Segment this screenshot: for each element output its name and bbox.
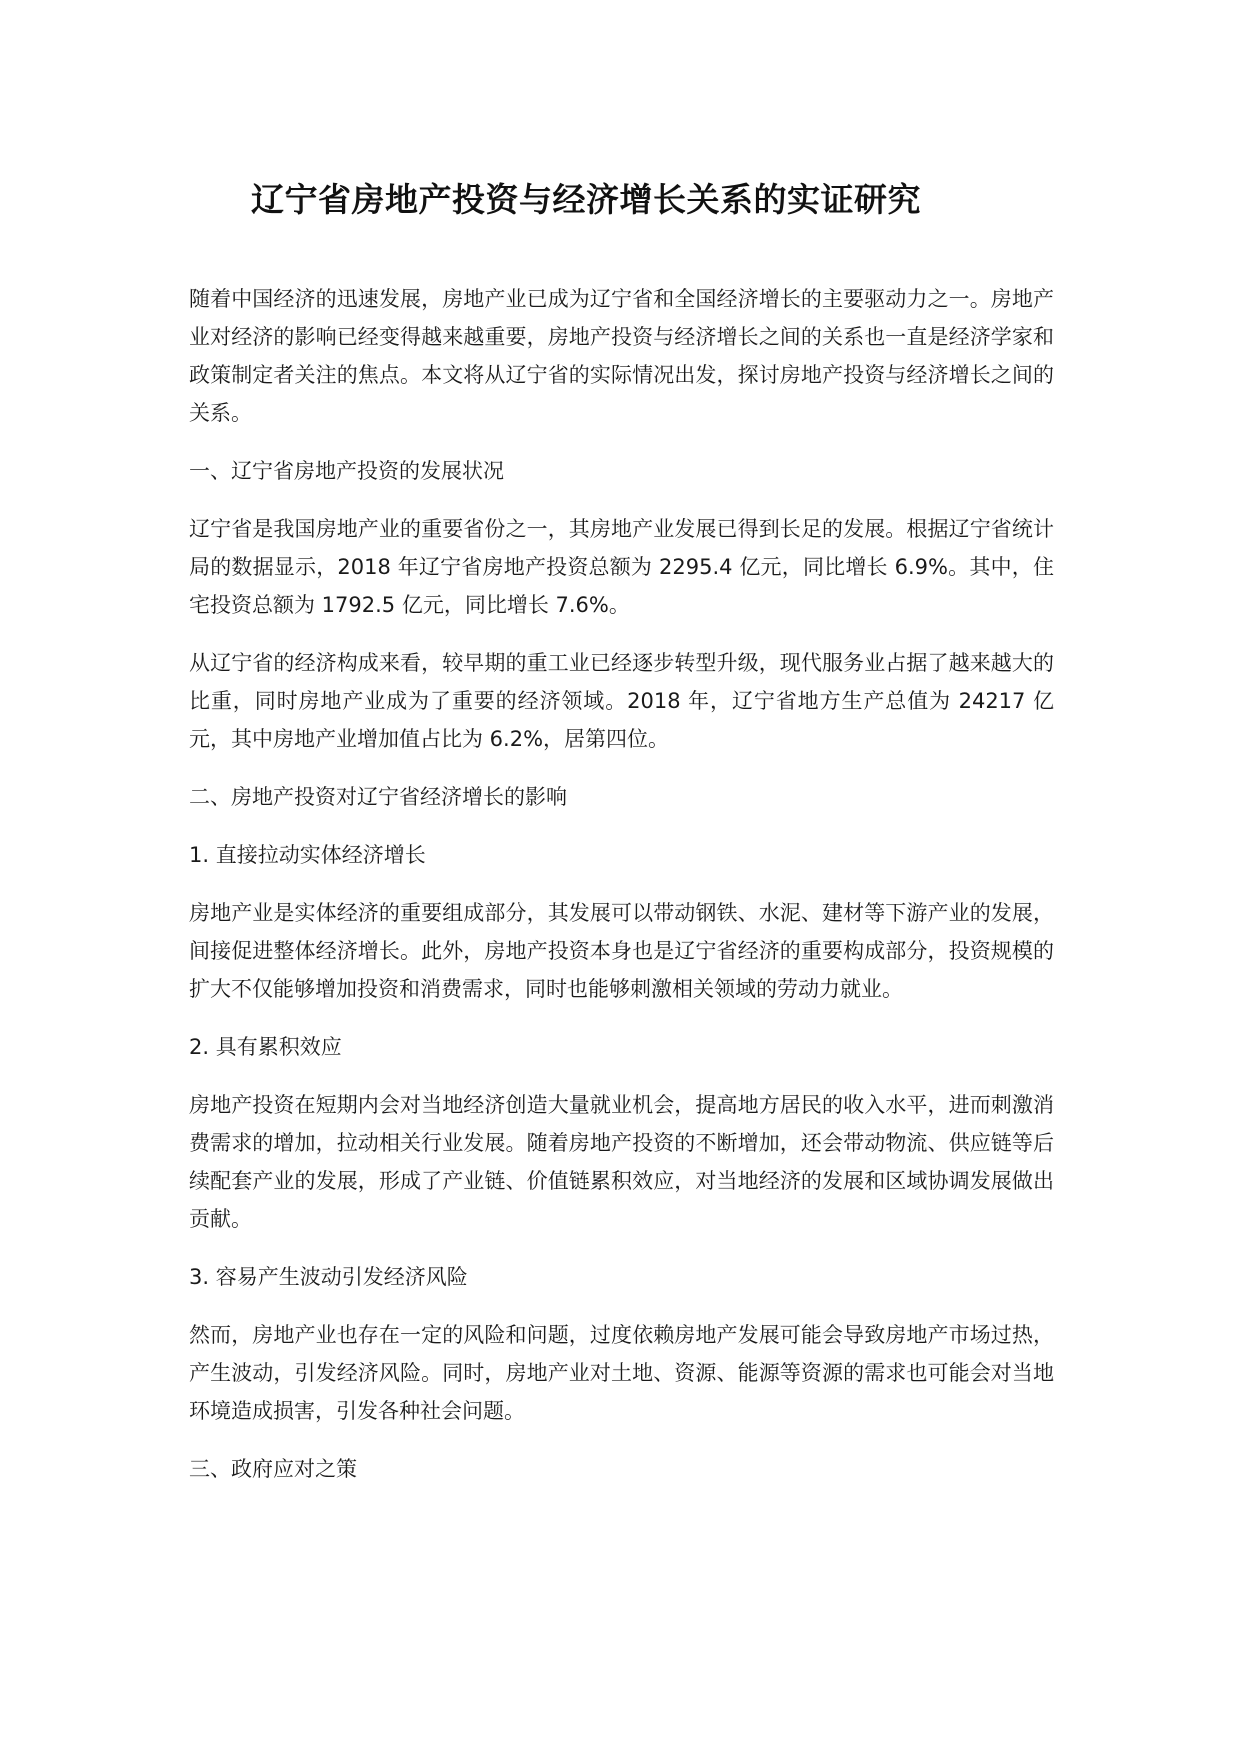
subsection-paragraph-2: 房地产投资在短期内会对当地经济创造大量就业机会，提高地方居民的收入水平，进而刺激消费需求的增加，拉动相关行业发展。随着房地产投资的不断增加，还会带动物流、供应链等后续配套产业的发展，形成了产业链、价值链累积效应，对当地经济的发展和区域协调发展做出贡献。	[189, 1093, 1054, 1231]
subsection-paragraph-3: 然而，房地产业也存在一定的风险和问题，过度依赖房地产发展可能会导致房地产市场过热，产生波动，引发经济风险。同时，房地产业对土地、资源、能源等资源的需求也可能会对当地环境造成损害，引发各种社会问题。	[189, 1323, 1054, 1423]
document-body	[189, 280, 1054, 1508]
subsection-heading-3: 3. 容易产生波动引发经济风险	[189, 1265, 468, 1289]
section-heading-3: 三、政府应对之策	[189, 1457, 357, 1481]
subsection-heading-1: 1. 直接拉动实体经济增长	[189, 843, 426, 867]
section-heading-2: 二、房地产投资对辽宁省经济增长的影响	[189, 785, 567, 809]
section-heading-1: 一、辽宁省房地产投资的发展状况	[189, 459, 504, 483]
subsection-heading-2: 2. 具有累积效应	[189, 1035, 342, 1059]
subsection-paragraph-1: 房地产业是实体经济的重要组成部分，其发展可以带动钢铁、水泥、建材等下游产业的发展，间接促进整体经济增长。此外，房地产投资本身也是辽宁省经济的重要构成部分，投资规模的扩大不仅能够增加投资和消费需求，同时也能够刺激相关领域的劳动力就业。	[189, 901, 1054, 1001]
section1-paragraph-2: 从辽宁省的经济构成来看，较早期的重工业已经逐步转型升级，现代服务业占据了越来越大的比重，同时房地产业成为了重要的经济领域。2018 年，辽宁省地方生产总值为 24217 亿元，其中房地产业增加值占比为 6.2%，居第四位。	[189, 651, 1054, 751]
intro-paragraph: 随着中国经济的迅速发展，房地产业已成为辽宁省和全国经济增长的主要驱动力之一。房地产业对经济的影响已经变得越来越重要，房地产投资与经济增长之间的关系也一直是经济学家和政策制定者关注的焦点。本文将从辽宁省的实际情况出发，探讨房地产投资与经济增长之间的关系。	[189, 287, 1054, 425]
section1-paragraph-1: 辽宁省是我国房地产业的重要省份之一，其房地产业发展已得到长足的发展。根据辽宁省统计局的数据显示，2018 年辽宁省房地产投资总额为 2295.4 亿元，同比增长 6.9%。其中，住宅投资总额为 1792.5 亿元，同比增长 7.6%。	[189, 517, 1054, 617]
document-title: 辽宁省房地产投资与经济增长关系的实证研究	[251, 180, 921, 219]
